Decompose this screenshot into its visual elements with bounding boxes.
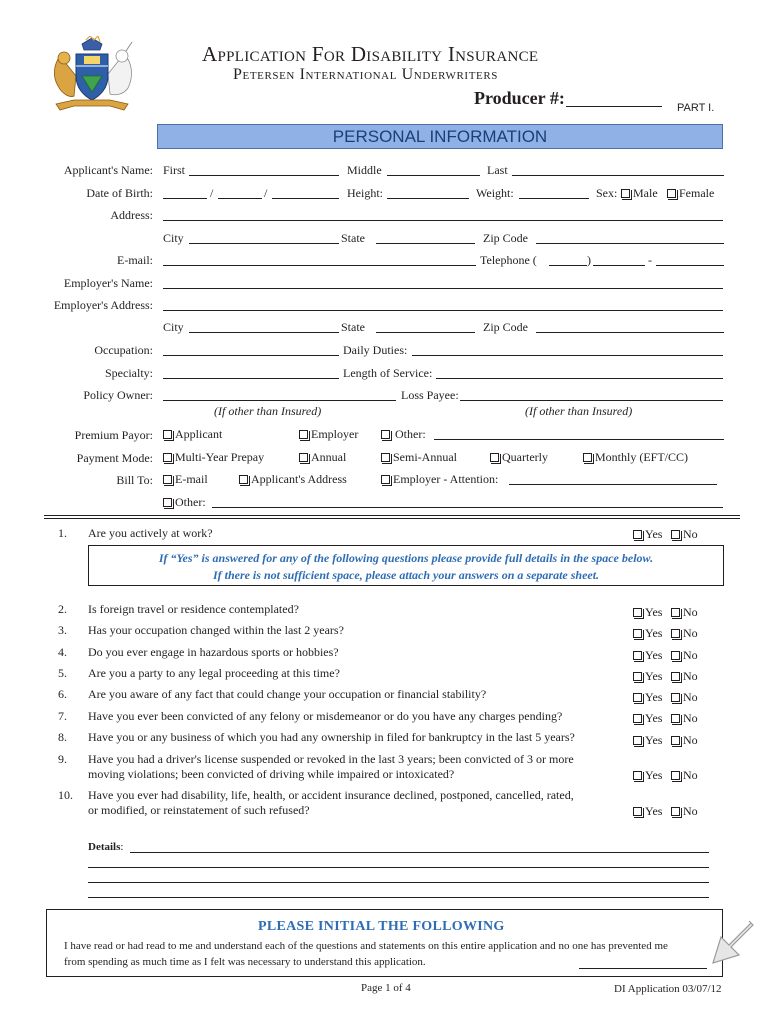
city-label: City xyxy=(163,231,184,245)
checkbox-icon xyxy=(671,771,680,780)
loss-payee-input[interactable] xyxy=(460,400,723,401)
dob-month-input[interactable] xyxy=(163,198,207,199)
bt-app-address-label: Applicant's Address xyxy=(251,472,347,486)
pm-semi-label: Semi-Annual xyxy=(393,450,457,464)
details-line-2[interactable] xyxy=(88,867,709,868)
question-9-text: Have you had a driver's license suspended or revoked in the last 3 years; been convicted of 3 or more xyxy=(88,752,574,766)
dob-label: Date of Birth: xyxy=(86,186,153,200)
question-3-number: 3. xyxy=(58,623,67,637)
details-line-1[interactable] xyxy=(130,852,709,853)
address-label: Address: xyxy=(110,208,153,222)
state-input[interactable] xyxy=(376,243,475,244)
no-label: No xyxy=(683,669,698,683)
checkbox-icon xyxy=(633,651,642,660)
state-label: State xyxy=(341,231,365,245)
checkbox-icon xyxy=(381,453,390,462)
pp-employer-label: Employer xyxy=(311,427,359,441)
employer-state-label: State xyxy=(341,320,365,334)
checkbox-icon xyxy=(633,693,642,702)
no-label: No xyxy=(683,648,698,662)
sex-female-checkbox[interactable] xyxy=(667,186,714,201)
form-title: Application For Disability Insurance xyxy=(202,42,539,66)
question-5-number: 5. xyxy=(58,666,67,680)
height-label: Height: xyxy=(347,186,383,200)
question-1-text: Are you actively at work? xyxy=(88,526,213,540)
question-3-text: Has your occupation changed within the last 2 years? xyxy=(88,623,344,637)
q8-yes-checkbox[interactable] xyxy=(633,733,662,748)
initial-title: PLEASE INITIAL THE FOLLOWING xyxy=(258,919,505,934)
first-name-input[interactable] xyxy=(189,175,339,176)
employers-name-input[interactable] xyxy=(163,288,723,289)
policy-owner-input[interactable] xyxy=(163,400,396,401)
phone-paren: ) xyxy=(587,253,591,267)
section-divider xyxy=(44,515,740,519)
daily-duties-label: Daily Duties: xyxy=(343,343,408,357)
q4-no-checkbox[interactable] xyxy=(671,648,698,663)
yes-label: Yes xyxy=(645,711,663,725)
employer-city-input[interactable] xyxy=(189,332,339,333)
pm-multi-checkbox[interactable] xyxy=(163,450,264,465)
arrow-icon xyxy=(703,917,757,971)
occupation-label: Occupation: xyxy=(94,343,153,357)
phone-line-input[interactable] xyxy=(656,265,724,266)
pp-applicant-checkbox[interactable] xyxy=(163,427,222,442)
pp-other-input[interactable] xyxy=(434,439,724,440)
checkbox-icon xyxy=(633,736,642,745)
part-label: PART I. xyxy=(677,102,715,114)
no-label: No xyxy=(683,768,698,782)
first-label: First xyxy=(163,163,186,177)
female-label: Female xyxy=(679,186,715,200)
q6-yes-checkbox[interactable] xyxy=(633,690,662,705)
notice-line-2: If there is not sufficient space, please attach your answers on a separate sheet. xyxy=(212,568,600,582)
checkbox-icon xyxy=(299,453,308,462)
q9-yes-checkbox[interactable] xyxy=(633,768,662,783)
yes-label: Yes xyxy=(645,527,663,541)
dob-year-input[interactable] xyxy=(272,198,339,199)
question-10-text: Have you ever had disability, life, health, or accident insurance declined, postponed, cancelled, rated, xyxy=(88,788,574,802)
checkbox-icon xyxy=(633,672,642,681)
employers-address-input[interactable] xyxy=(163,310,723,311)
pm-annual-label: Annual xyxy=(311,450,347,464)
specialty-input[interactable] xyxy=(163,378,339,379)
question-6-text: Are you aware of any fact that could change your occupation or financial stability? xyxy=(88,687,487,701)
length-service-input[interactable] xyxy=(436,378,723,379)
checkbox-icon xyxy=(239,475,248,484)
weight-input[interactable] xyxy=(519,198,589,199)
employer-state-input[interactable] xyxy=(376,332,475,333)
question-9-text-2: moving violations; been convicted of driving while impaired or intoxicated? xyxy=(88,767,455,781)
employer-zip-label: Zip Code xyxy=(483,320,528,334)
no-label: No xyxy=(683,527,698,541)
payment-mode-label: Payment Mode: xyxy=(76,451,153,465)
checkbox-icon xyxy=(633,807,642,816)
question-10-number: 10. xyxy=(58,788,73,802)
address-input[interactable] xyxy=(163,220,723,221)
q4-yes-checkbox[interactable] xyxy=(633,648,662,663)
policy-owner-hint: (If other than Insured) xyxy=(214,404,322,418)
phone-dash: - xyxy=(648,253,652,267)
pm-quarterly-label: Quarterly xyxy=(502,450,548,464)
yes-label: Yes xyxy=(645,768,663,782)
bill-to-label: Bill To: xyxy=(116,473,153,487)
pp-other-checkbox[interactable] xyxy=(381,427,426,442)
applicants-name-label: Applicant's Name: xyxy=(63,163,153,177)
producer-input[interactable] xyxy=(566,106,662,107)
bt-app-address-checkbox[interactable] xyxy=(239,472,347,487)
yes-label: Yes xyxy=(645,690,663,704)
q10-yes-checkbox[interactable] xyxy=(633,804,662,819)
question-10-text-2: or modified, or reinstatement of such refused? xyxy=(88,803,310,817)
bt-employer-label: Employer - Attention: xyxy=(393,472,499,486)
dob-slash-1: / xyxy=(210,186,214,200)
policy-owner-label: Policy Owner: xyxy=(83,388,153,402)
weight-label: Weight: xyxy=(476,186,514,200)
height-input[interactable] xyxy=(387,198,469,199)
page-number: Page 1 of 4 xyxy=(361,982,411,994)
bt-other-input[interactable] xyxy=(212,507,723,508)
company-logo xyxy=(44,36,140,118)
q3-no-checkbox[interactable] xyxy=(671,626,698,641)
yes-label: Yes xyxy=(645,669,663,683)
q9-no-checkbox[interactable] xyxy=(671,768,698,783)
question-1 xyxy=(58,526,67,541)
checkbox-icon xyxy=(490,453,499,462)
checkbox-icon xyxy=(671,714,680,723)
q7-no-checkbox[interactable] xyxy=(671,711,698,726)
email-input[interactable] xyxy=(163,265,476,266)
q5-no-checkbox[interactable] xyxy=(671,669,698,684)
bt-email-checkbox[interactable] xyxy=(163,472,208,487)
sex-label: Sex: xyxy=(596,186,618,200)
checkbox-icon xyxy=(671,672,680,681)
q8-no-checkbox[interactable] xyxy=(671,733,698,748)
checkbox-icon xyxy=(381,475,390,484)
employer-city-label: City xyxy=(163,320,184,334)
middle-label: Middle xyxy=(347,163,382,177)
checkbox-icon xyxy=(621,189,630,198)
checkbox-icon xyxy=(667,189,676,198)
checkbox-icon xyxy=(671,693,680,702)
sex-male-checkbox[interactable] xyxy=(621,186,658,201)
checkbox-icon xyxy=(381,430,390,439)
q1-no-checkbox[interactable] xyxy=(671,527,698,542)
question-9-number: 9. xyxy=(58,752,67,766)
no-label: No xyxy=(683,711,698,725)
pm-semi-checkbox[interactable] xyxy=(381,450,457,465)
yes-label: Yes xyxy=(645,605,663,619)
yes-label: Yes xyxy=(645,733,663,747)
loss-payee-label: Loss Payee: xyxy=(401,388,459,402)
question-2-number: 2. xyxy=(58,602,67,616)
notice-line-1: If “Yes” is answered for any of the following questions please provide full details in the space below. xyxy=(158,551,654,565)
checkbox-icon xyxy=(583,453,592,462)
telephone-label: Telephone ( xyxy=(480,253,537,267)
question-7-number: 7. xyxy=(58,709,67,723)
no-label: No xyxy=(683,626,698,640)
bt-employer-checkbox[interactable] xyxy=(381,472,498,487)
dob-slash-2: / xyxy=(264,186,268,200)
pp-other-label: Other: xyxy=(395,427,426,441)
employer-zip-input[interactable] xyxy=(536,332,724,333)
checkbox-icon xyxy=(633,530,642,539)
details-label: Details: xyxy=(88,841,124,853)
checkbox-icon xyxy=(633,629,642,638)
last-name-input[interactable] xyxy=(512,175,724,176)
city-input[interactable] xyxy=(189,243,339,244)
no-label: No xyxy=(683,804,698,818)
question-8-text: Have you or any business of which you had any ownership in filed for bankruptcy in the last 5 years? xyxy=(88,730,575,744)
occupation-input[interactable] xyxy=(163,355,339,356)
pm-quarterly-checkbox[interactable] xyxy=(490,450,548,465)
checkbox-icon xyxy=(671,736,680,745)
checkbox-icon xyxy=(671,530,680,539)
form-id: DI Application 03/07/12 xyxy=(614,983,722,995)
initial-line-2: from spending as much time as I felt was necessary to understand this application. xyxy=(64,956,426,968)
checkbox-icon xyxy=(671,807,680,816)
checkbox-icon xyxy=(299,430,308,439)
email-label: E-mail: xyxy=(117,253,153,267)
yes-label: Yes xyxy=(645,804,663,818)
no-label: No xyxy=(683,690,698,704)
pm-annual-checkbox[interactable] xyxy=(299,450,346,465)
zip-input[interactable] xyxy=(536,243,724,244)
checkbox-icon xyxy=(633,714,642,723)
q2-yes-checkbox[interactable] xyxy=(633,605,662,620)
question-7-text: Have you ever been convicted of any felony or misdemeanor or do you have any charges pending? xyxy=(88,709,563,723)
initial-line-1: I have read or had read to me and understand each of the questions and statements on this entire application and no one has prevented me xyxy=(64,940,668,952)
employers-name-label: Employer's Name: xyxy=(63,276,153,290)
q3-yes-checkbox[interactable] xyxy=(633,626,662,641)
checkbox-icon xyxy=(163,453,172,462)
initial-input[interactable] xyxy=(579,968,707,969)
specialty-label: Specialty: xyxy=(105,366,153,380)
question-number: 1. xyxy=(58,526,67,540)
producer-label: Producer #: xyxy=(474,88,565,108)
checkbox-icon xyxy=(633,771,642,780)
q2-no-checkbox[interactable] xyxy=(671,605,698,620)
q5-yes-checkbox[interactable] xyxy=(633,669,662,684)
last-label: Last xyxy=(487,163,508,177)
yes-notice-box xyxy=(88,545,724,586)
details-line-3[interactable] xyxy=(88,882,709,883)
employers-address-label: Employer's Address: xyxy=(53,298,153,312)
zip-label: Zip Code xyxy=(483,231,528,245)
checkbox-icon xyxy=(671,629,680,638)
bt-other-label: Other: xyxy=(175,495,206,509)
loss-payee-hint: (If other than Insured) xyxy=(525,404,633,418)
details-line-4[interactable] xyxy=(88,897,709,898)
checkbox-icon xyxy=(163,498,172,507)
phone-prefix-input[interactable] xyxy=(593,265,645,266)
checkbox-icon xyxy=(163,475,172,484)
phone-area-input[interactable] xyxy=(549,265,587,266)
personal-info-banner xyxy=(157,124,723,149)
question-2-text: Is foreign travel or residence contemplated? xyxy=(88,602,299,616)
question-8-number: 8. xyxy=(58,730,67,744)
bt-email-label: E-mail xyxy=(175,472,208,486)
bt-other-checkbox[interactable] xyxy=(163,495,206,510)
pm-monthly-checkbox[interactable] xyxy=(583,450,688,465)
no-label: No xyxy=(683,605,698,619)
q10-no-checkbox[interactable] xyxy=(671,804,698,819)
pm-monthly-label: Monthly (EFT/CC) xyxy=(595,450,689,464)
q7-yes-checkbox[interactable] xyxy=(633,711,662,726)
yes-label: Yes xyxy=(645,648,663,662)
dob-day-input[interactable] xyxy=(218,198,262,199)
checkbox-icon xyxy=(633,608,642,617)
pm-multi-label: Multi-Year Prepay xyxy=(175,450,265,464)
checkbox-icon xyxy=(671,651,680,660)
male-label: Male xyxy=(633,186,658,200)
question-6-number: 6. xyxy=(58,687,67,701)
checkbox-icon xyxy=(671,608,680,617)
no-label: No xyxy=(683,733,698,747)
section-title: PERSONAL INFORMATION xyxy=(332,127,548,146)
pp-employer-checkbox[interactable] xyxy=(299,427,358,442)
bt-employer-input[interactable] xyxy=(509,484,717,485)
checkbox-icon xyxy=(163,430,172,439)
question-4-text: Do you ever engage in hazardous sports or hobbies? xyxy=(88,645,339,659)
pp-applicant-label: Applicant xyxy=(175,427,223,441)
q1-yes-checkbox[interactable] xyxy=(633,527,662,542)
q6-no-checkbox[interactable] xyxy=(671,690,698,705)
yes-label: Yes xyxy=(645,626,663,640)
length-service-label: Length of Service: xyxy=(343,366,433,380)
premium-payor-label: Premium Payor: xyxy=(74,428,153,442)
daily-duties-input[interactable] xyxy=(412,355,723,356)
question-4-number: 4. xyxy=(58,645,67,659)
question-5-text: Are you a party to any legal proceeding at this time? xyxy=(88,666,340,680)
middle-name-input[interactable] xyxy=(387,175,480,176)
company-name: Petersen International Underwriters xyxy=(233,66,498,83)
